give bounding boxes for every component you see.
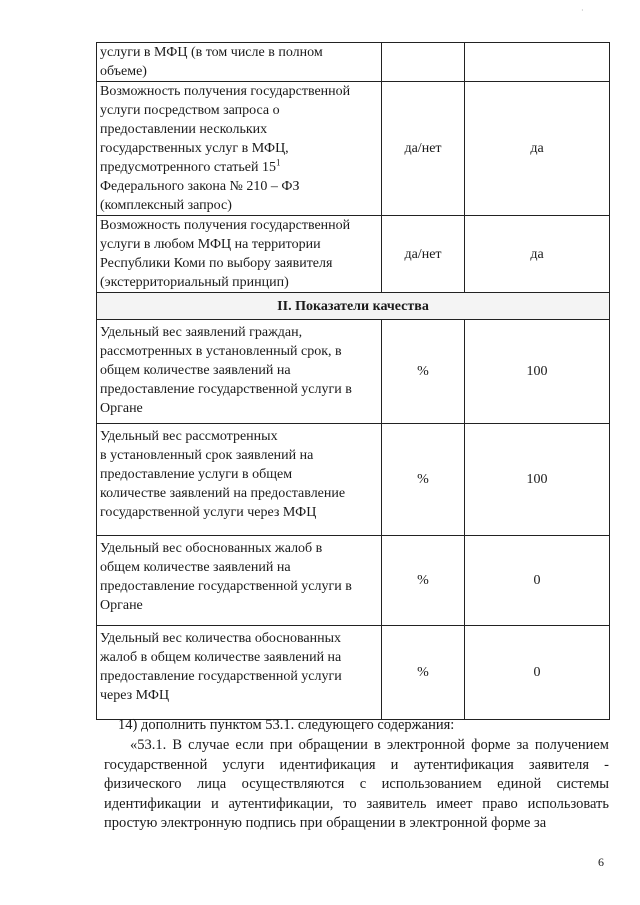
row-description: Удельный вес обоснованных жалоб в общем количестве заявлений на предоставление государственной услуги в Органе (97, 536, 382, 626)
table-row (97, 424, 610, 536)
row-description: услуги в МФЦ (в том числе в полном объеме) (97, 43, 382, 82)
amendment-paragraph: «53.1. В случае если при обращении в электронной форме за получением государственной услуги идентификация и аутентификация заявителя - физического лица осуществляются с использованием единой системы идентификации и аутентификации, то заявитель имеет право использовать простую электронную подпись при обращении в электронной форме за (104, 737, 609, 831)
row-value: 100 (465, 424, 610, 536)
row-description: Удельный вес количества обоснованных жалоб в общем количестве заявлений на предоставление государственной услуги через МФЦ (97, 626, 382, 720)
row-unit: % (382, 626, 465, 720)
table-row (97, 216, 610, 293)
section-title: II. Показатели качества (97, 293, 610, 320)
amendment-item: 14) дополнить пунктом 53.1. следующего содержания: (118, 717, 455, 733)
row-value: 100 (465, 320, 610, 424)
table-row (97, 43, 610, 82)
row-unit: да/нет (382, 216, 465, 293)
row-description: Возможность получения государственной услуги в любом МФЦ на территории Республики Коми по выбору заявителя (экстерриториальный принцип) (97, 216, 382, 293)
table-row (97, 536, 610, 626)
row-unit: % (382, 320, 465, 424)
row-value: да (465, 216, 610, 293)
row-unit: да/нет (382, 82, 465, 216)
row-value: 0 (465, 536, 610, 626)
row-unit: % (382, 424, 465, 536)
footnote-superscript: 1 (275, 157, 281, 168)
table-row (97, 626, 610, 720)
row-value (465, 43, 610, 82)
row-description: Удельный вес рассмотренных в установленный срок заявлений на предоставление услуги в общем количестве заявлений на предоставление государственной услуги через МФЦ (97, 424, 382, 536)
section-header-row (97, 293, 610, 320)
table-row (97, 82, 610, 216)
row-unit (382, 43, 465, 82)
indicators-table (96, 42, 610, 720)
scan-mark: · (581, 6, 584, 15)
row-description: Удельный вес заявлений граждан, рассмотренных в установленный срок, в общем количестве заявлений на предоставление государственной услуги в Органе (97, 320, 382, 424)
row-unit: % (382, 536, 465, 626)
page-number: 6 (598, 855, 604, 869)
table-row (97, 320, 610, 424)
row-description: Возможность получения государственной услуги посредством запроса о предоставлении нескольких государственных услуг в МФЦ, предусмотренного статьей $15^1$ Федерального закона № 210 – ФЗ (комплексный запрос) (97, 82, 382, 216)
row-value: 0 (465, 626, 610, 720)
row-value: да (465, 82, 610, 216)
